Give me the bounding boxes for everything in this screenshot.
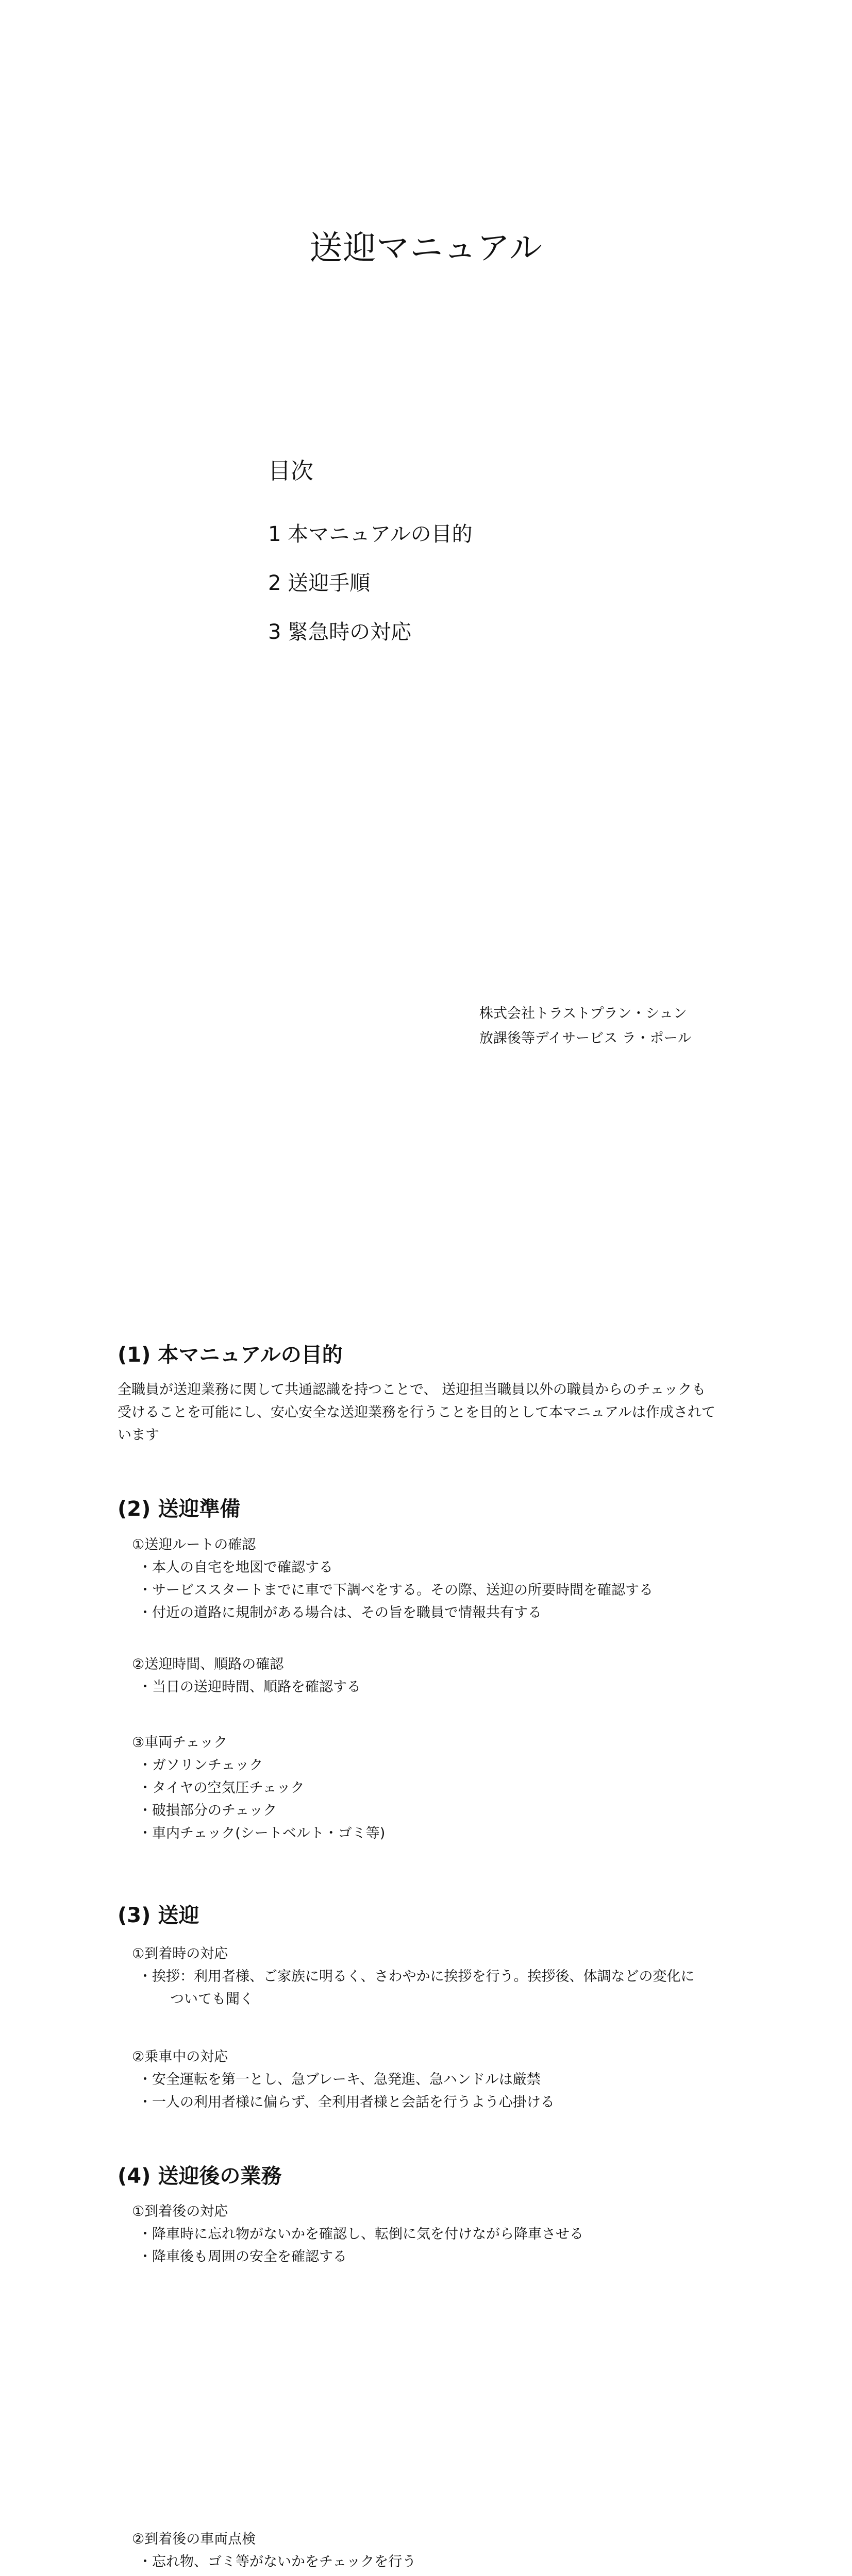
section-title: (1) 本マニュアルの目的 (118, 1343, 343, 1367)
subheading: ①到着時の対応 (132, 1946, 228, 1962)
toc-item: 3 緊急時の対応 (268, 620, 412, 644)
section-title: (3) 送迎 (118, 1904, 199, 1927)
section-title: (4) 送迎後の業務 (118, 2164, 282, 2188)
section-title: (2) 送迎準備 (118, 1497, 241, 1521)
list-item: ・破損部分のチェック (138, 1803, 277, 1819)
list-item: ・本人の自宅を地図で確認する (138, 1560, 333, 1575)
list-item: ・当日の送迎時間、順路を確認する (138, 1679, 361, 1695)
facility-name: 放課後等デイサービス ラ・ポール (479, 1030, 692, 1046)
list-item (138, 2573, 555, 2576)
company-name: 株式会社トラストプラン・シュン (479, 1006, 687, 1022)
list-item: ・ガソリンチェック (138, 1757, 263, 1773)
section-paragraph: 全職員が送迎業務に関して共通認識を持つことで、 送迎担当職員以外の職員からのチェックも受けることを可能にし、安心安全な送迎業務を行うことを目的として本マニュアルは作成されています (118, 1382, 715, 1443)
toc-item: 2 送迎手順 (268, 571, 371, 595)
subheading: ①送迎ルートの確認 (132, 1537, 256, 1553)
list-item: ・挨拶：利用者様、ご家族に明るく、さわやかに挨拶を行う。挨拶後、体調などの変化に (138, 1969, 695, 1985)
subheading: ②到着後の車両点検 (132, 2531, 256, 2547)
list-item: ・サービススタートまでに車で下調べをする。その際、送迎の所要時間を確認する (138, 1582, 653, 1598)
subheading: ①到着後の対応 (132, 2204, 228, 2219)
list-item: ・タイヤの空気圧チェック (138, 1780, 305, 1796)
list-item: ・付近の道路に規制がある場合は、その旨を職員で情報共有する (138, 1605, 542, 1621)
list-item: ・車内チェック(シートベルト・ゴミ等) (138, 1825, 386, 1841)
list-item: ・降車時に忘れ物がないかを確認し、転倒に気を付けながら降車させる (138, 2226, 583, 2242)
page-title: 送迎マニュアル (309, 229, 543, 267)
subheading: ③車両チェック (132, 1735, 228, 1751)
list-item: ・一人の利用者様に偏らず、全利用者様と会話を行うよう心掛ける (138, 2094, 555, 2110)
list-item: ・降車後も周囲の安全を確認する (138, 2249, 347, 2265)
toc-item: 1 本マニュアルの目的 (268, 522, 473, 546)
list-item-continuation: ついても聞く (170, 1991, 254, 2007)
toc-heading: 目次 (268, 458, 313, 484)
list-item: ・安全運転を第一とし、急ブレーキ、急発進、急ハンドルは厳禁 (138, 2072, 541, 2088)
subheading: ②送迎時間、順路の確認 (132, 1656, 284, 1672)
list-item: ・忘れ物、ゴミ等がないかをチェックを行う (138, 2554, 416, 2570)
subheading: ②乗車中の対応 (132, 2049, 228, 2065)
